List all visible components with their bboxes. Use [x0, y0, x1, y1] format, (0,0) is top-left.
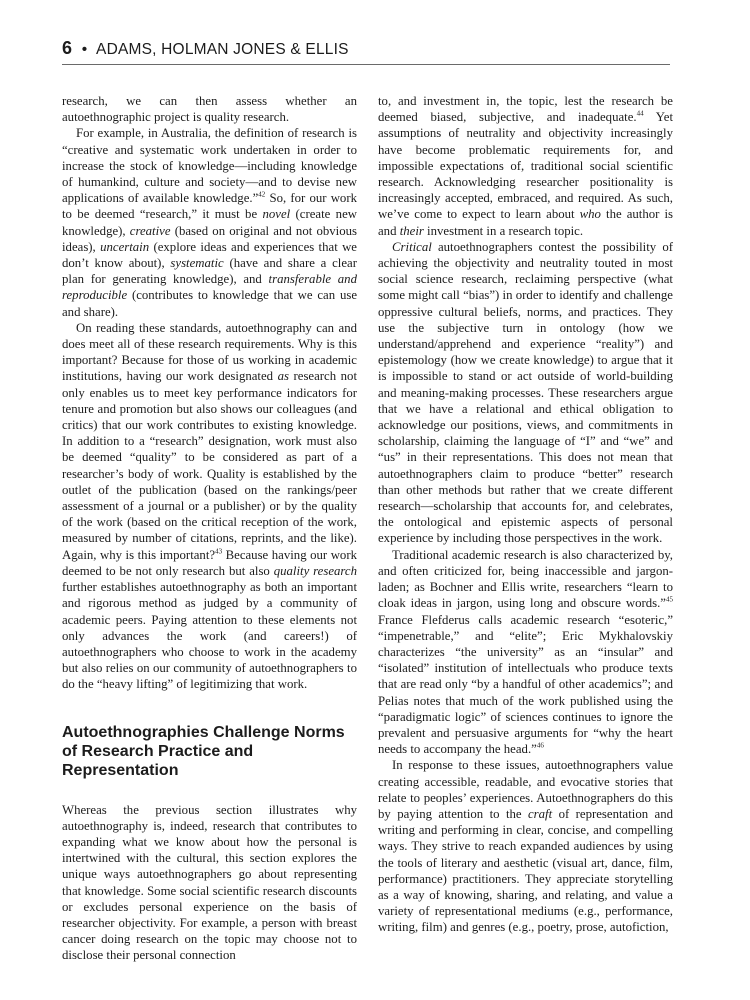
- paragraph: to, and investment in, the topic, lest the research be deemed biased, subjective, and inadequate.$^{44}$ Yet assumptions of neutrality and objectivity increasingly have become problematic requirements for, and impossible expectations of, traditional social scientific research. Acknowledging researcher positionality is increasingly accepted, embraced, and required. As such, we’ve come to expect to learn about who the author is and their investment in a research topic.: [378, 94, 673, 238]
- paragraph: In response to these issues, autoethnographers value creating accessible, readable, and evocative stories that relate to peoples’ experiences. Autoethnographers do this by paying attention to the craft of representation and writing and performing in clear, concise, and compelling ways. They strive to reach expanded audiences by using the tools of literary and aesthetic (visual art, dance, film, performance) practitioners. They appreciate storytelling as a way of knowing, sharing, and relating, and value a variety of representational mediums (e.g., performance, writing, film) and genres (e.g., poetry, prose, autofiction,: [378, 758, 673, 935]
- header-bullet: •: [81, 41, 88, 58]
- paragraph: On reading these standards, autoethnography can and does meet all of these research requirements. Why is this important? Because for those of us working in academic institutions, having our work designated as research not only enables us to meet key performance indicators for tenure and promotion but also shows our colleagues (and critics) that our work contributes to existing knowledge. In addition to a “research” designation, work must also be deemed “quality” to be considered as part of a researcher’s body of work. Quality is established by the outlet of the publication (based on the rankings/peer assessment of a journal or a publisher) or by the quality of the work (based on the critical reception of the work, measured by number of citations, reprints, and the like). Again, why is this important?$^{43}$ Because having our work deemed to be not only research but also quality research further establishes autoethnography as both an important and rigorous method as judged by a community of academic peers. Paying attention to these elements not only advances the work (and careers!) of autoethnographers who choose to work in the academy but also relies on our community of autoethnographers to do the “heavy lifting” of legitimizing that work.: [62, 320, 357, 692]
- paragraph: Traditional academic research is also characterized by, and often criticized for, being inaccessible and jargon-laden; as Bochner and Ellis write, researchers “learn to cloak ideas in jargon, using long and obscure words.”$^{45}$ France Flefderus calls academic research “esoteric,” “impenetrable,” and “elite”; Eric Mykhalovskiy characterizes “the university” as an “insular” and “isolated” institution of intellectuals who produce texts that are read only “by a handful of other academics”; and Pelias notes that much of the work published using the “paradigmatic logic” of sciences continues to ignore the prevalent and persuasive arguments for “why the heart needs to accompany the head.”$^{46}$: [378, 547, 673, 757]
- footnote-ref: 42: [258, 190, 266, 199]
- running-title: ADAMS, HOLMAN JONES & ELLIS: [96, 41, 349, 58]
- section-heading: Autoethnographies Challenge Norms of Research Practice and Representation: [62, 723, 345, 779]
- running-header: [62, 38, 670, 65]
- paragraph: For example, in Australia, the definition of research is “creative and systematic work undertaken in order to increase the stock of knowledge—including knowledge of humankind, culture and society—and to devise new applications of available knowledge.”$^{42}$ So, for our work to be deemed “research,” it must be novel (create new knowledge), creative (based on original and not obvious ideas), uncertain (explore ideas and experiences that we don’t know about), systematic (have and share a clear plan for generating knowledge), and transferable and reproducible (contributes to knowledge that we can use and share).: [62, 126, 357, 319]
- footnote-ref: 43: [215, 547, 223, 556]
- right-column: [378, 93, 673, 936]
- footnote-ref: 46: [536, 741, 544, 750]
- footnote-ref: 44: [636, 109, 644, 118]
- paragraph: research, we can then assess whether an autoethnographic project is quality research.: [62, 94, 357, 125]
- left-column: [62, 93, 357, 964]
- footnote-ref: 45: [666, 596, 673, 605]
- paragraph: Whereas the previous section illustrates why autoethnography is, indeed, research that contributes to expanding what we know about how the personal is intertwined with the cultural, this section explores the unique ways autoethnographers go about representing that knowledge. Some social scientific research discounts or excludes personal experience on the basis of researcher objectivity. For example, a person with breast cancer doing research on the topic may choose not to disclose their personal connection: [62, 802, 357, 963]
- page-number: 6: [62, 38, 73, 58]
- paragraph: Critical autoethnographers contest the possibility of achieving the objectivity and neutrality touted in most social science research, reclaiming perspective (what some might call “bias”) in order to identify and challenge oppressive cultural beliefs, norms, and practices. They use the subjective turn in ontology (how we understand/apprehend and experience “reality”) and epistemology (how we create knowledge) to argue that it is impossible to stand or act outside of world-building and meaning-making processes. These researchers argue that we have a relational and ethical obligation to acknowledge our positions, views, and commitments in scholarship, claiming the language of “I” and “we” and “us” in their representations. This does not mean that autoethnographers claim to produce “better” research than other methods but rather that we create different research—scholarship that accounts for, and celebrates, the ontological and epistemic aspects of personal experience by including those perspectives in the work.: [378, 239, 673, 546]
